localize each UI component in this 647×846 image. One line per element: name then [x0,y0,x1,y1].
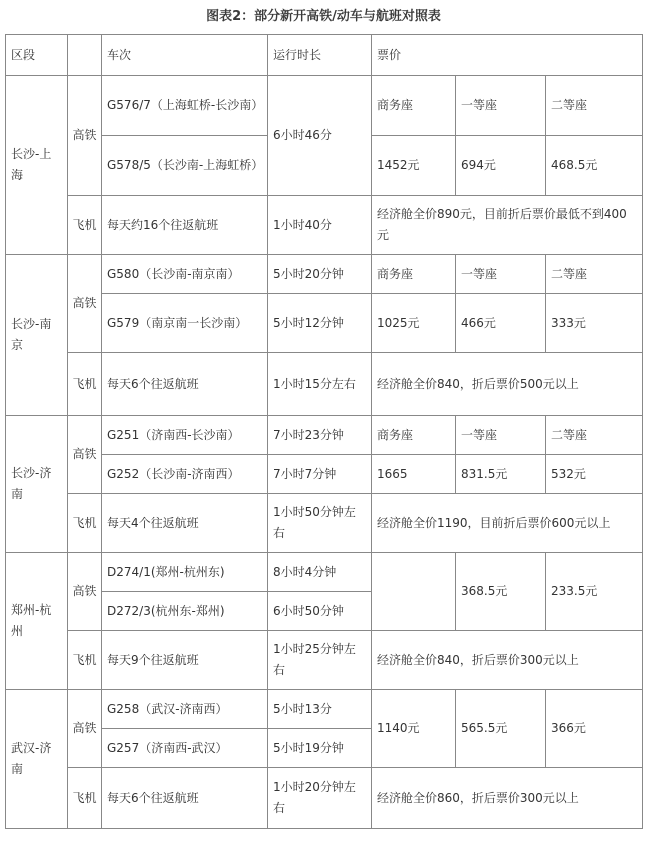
flight-desc-cell: 每天约16个往返航班 [102,196,268,255]
flight-desc-cell: 每天6个往返航班 [102,768,268,829]
region-cell: 武汉-济南 [6,690,68,829]
region-cell: 长沙-上海 [6,76,68,255]
flight-price-cell: 经济舱全价1190，目前折后票价600元以上 [372,494,643,553]
table-row [6,255,643,294]
seat-label-cell: 二等座 [546,255,643,294]
flight-duration-cell: 1小时40分 [268,196,372,255]
header-duration: 运行时长 [268,35,372,76]
seat-label-cell: 商务座 [372,255,456,294]
region-cell: 长沙-南京 [6,255,68,416]
seat-label-cell: 一等座 [456,416,546,455]
table-row [6,76,643,136]
flight-type-cell: 飞机 [68,196,102,255]
flight-duration-cell: 1小时50分钟左右 [268,494,372,553]
flight-price-cell: 经济舱全价840，折后票价300元以上 [372,631,643,690]
seat-label-cell: 一等座 [456,76,546,136]
duration-cell: 7小时7分钟 [268,455,372,494]
price-cell: 532元 [546,455,643,494]
duration-cell: 5小时13分 [268,690,372,729]
seat-label-cell: 商务座 [372,76,456,136]
price-cell: 831.5元 [456,455,546,494]
price-cell: 466元 [456,294,546,353]
price-cell: 1665 [372,455,456,494]
duration-cell: 5小时19分钟 [268,729,372,768]
price-cell: 366元 [546,690,643,768]
header-kind [68,35,102,76]
seat-label-cell: 二等座 [546,416,643,455]
table-row [6,416,643,455]
train-cell: G258（武汉-济南西） [102,690,268,729]
flight-price-cell: 经济舱全价840，折后票价500元以上 [372,353,643,416]
comparison-table [5,34,643,829]
train-cell: G580（长沙南-南京南） [102,255,268,294]
table-title: 图表2：部分新开高铁/动车与航班对照表 [206,9,441,24]
empty-price-cell [372,553,456,631]
duration-cell: 8小时4分钟 [268,553,372,592]
train-cell: D274/1(郑州-杭州东) [102,553,268,592]
seat-label-cell: 一等座 [456,255,546,294]
flight-duration-cell: 1小时25分钟左右 [268,631,372,690]
header-row [6,35,643,76]
region-cell: 长沙-济南 [6,416,68,553]
rail-type-cell: 高铁 [68,255,102,353]
flight-duration-cell: 1小时15分左右 [268,353,372,416]
duration-cell: 5小时20分钟 [268,255,372,294]
duration-cell: 6小时50分钟 [268,592,372,631]
duration-cell: 6小时46分 [268,76,372,196]
seat-label-cell: 二等座 [546,76,643,136]
seat-label-cell: 商务座 [372,416,456,455]
header-price: 票价 [372,35,643,76]
table-row [6,353,643,416]
train-cell: D272/3(杭州东-郑州) [102,592,268,631]
table-row [6,768,643,829]
price-cell: 333元 [546,294,643,353]
flight-type-cell: 飞机 [68,631,102,690]
table-row [6,455,643,494]
table-row [6,631,643,690]
flight-duration-cell: 1小时20分钟左右 [268,768,372,829]
rail-type-cell: 高铁 [68,553,102,631]
price-cell: 368.5元 [456,553,546,631]
price-cell: 1452元 [372,136,456,196]
price-cell: 1025元 [372,294,456,353]
train-cell: G257（济南西-武汉） [102,729,268,768]
flight-desc-cell: 每天9个往返航班 [102,631,268,690]
table-row [6,553,643,592]
header-region: 区段 [6,35,68,76]
train-cell: G251（济南西-长沙南） [102,416,268,455]
flight-desc-cell: 每天4个往返航班 [102,494,268,553]
region-cell: 郑州-杭州 [6,553,68,690]
price-cell: 565.5元 [456,690,546,768]
table-row [6,494,643,553]
table-row [6,294,643,353]
flight-type-cell: 飞机 [68,353,102,416]
rail-type-cell: 高铁 [68,76,102,196]
price-cell: 233.5元 [546,553,643,631]
flight-type-cell: 飞机 [68,494,102,553]
train-cell: G252（长沙南-济南西） [102,455,268,494]
rail-type-cell: 高铁 [68,690,102,768]
flight-type-cell: 飞机 [68,768,102,829]
train-cell: G579（南京南一长沙南） [102,294,268,353]
table-row [6,196,643,255]
rail-type-cell: 高铁 [68,416,102,494]
duration-cell: 5小时12分钟 [268,294,372,353]
duration-cell: 7小时23分钟 [268,416,372,455]
train-cell: G578/5（长沙南-上海虹桥） [102,136,268,196]
train-cell: G576/7（上海虹桥-长沙南） [102,76,268,136]
price-cell: 694元 [456,136,546,196]
header-trips: 车次 [102,35,268,76]
flight-price-cell: 经济舱全价860，折后票价300元以上 [372,768,643,829]
price-cell: 1140元 [372,690,456,768]
table-row [6,690,643,729]
flight-price-cell: 经济舱全价890元，目前折后票价最低不到400元 [372,196,643,255]
flight-desc-cell: 每天6个往返航班 [102,353,268,416]
price-cell: 468.5元 [546,136,643,196]
